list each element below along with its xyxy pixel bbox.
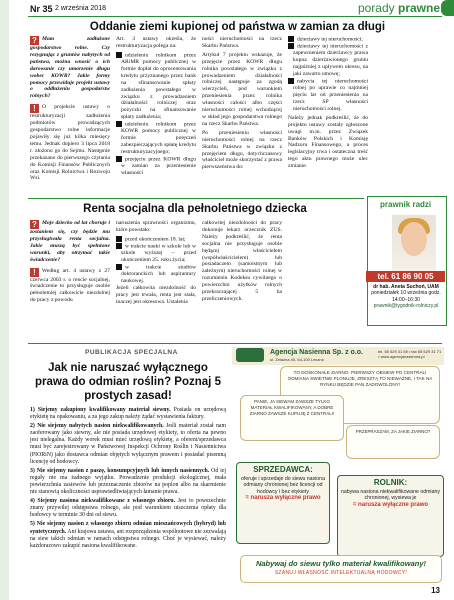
list-item: w trakcie studiów doktoranckich lub aspirantury naukowej. [116,264,196,285]
lawyer-box-title: prawnik radzi [380,200,432,209]
question-icon: ? [30,220,39,229]
rule-item: 1) Siejemy zakupiony kwalifikowany materiał siewny. Posiada on urzędową etykietę na opakowaniu, a za jego zakup należy żądać wystawienia faktury. [30,407,226,421]
brand-light: porady [357,1,395,15]
sponsored-title: Jak nie naruszać wyłącznego prawa do odmian roślin? Poznaj 5 prostych zasad! [35,362,221,402]
paragraph: naruszenia sprawności organizmu, które powstało: [116,220,196,233]
ad-banner [240,555,442,583]
article1-col4 [288,36,368,172]
rule-item: 3) Nie siejemy nasion z paszę, konsumpcyjnych lub innych nasiennych. Od tej reguły nie ma żadnego wyjątku. Prowadzenie produkcji ekologicznej, mała powierzchnia zasiewów lub przeznaczenie zbiorów na poplon albo na skarmienie nie stanowią okoliczności usprawiedliwiających łamanie prawa. [30,467,226,496]
ad-address: ul. Żelazna 40, 64-100 Leszno [270,357,324,362]
expert-info [368,284,444,309]
banner-subline: SZANUJ WŁASNOŚĆ INTELEKTUALNĄ HODOWCY! [274,570,408,576]
article1-col2-intro: Art. 3 ustawy określa, że restrukturyzacja polega na: [116,36,196,49]
issue-number: Nr 35 [30,4,53,14]
section-logo-icon [441,0,454,16]
section-divider [28,198,364,199]
article2-col1 [30,220,110,306]
article1-col2 [116,36,196,177]
farmer-role: ROLNIK: [373,478,408,487]
question-icon: ? [30,36,39,45]
list-item: w trakcie nauki w szkole lub w szkole wyższej – przed ukończeniem 25. roku życia; [116,243,196,264]
rule-item: 4) Siejemy nasiona niekwalifikowane z własnego zbioru. Jest to powszechnie znany przywilej odstępstwa rolnego, ale pod warunkiem uiszczenia opłaty dla hodowcy w terminie 30 dni od siewu. [30,498,227,519]
speech-bubble-farmer: PANIE, JA SIEWAM ZAWSZE TYLKO MATERIAŁ KWALIFIKOWANY, A DOBRE ZIARNO ZAWSZE KUPUJĘ Z CENTRALI! [240,395,344,441]
agency-logo-icon [236,348,264,362]
consultation-hours: poniedziałek 10 września godz. 14:00–16:30 [371,290,441,303]
speech-bubble-seller: TO DOŚKONAŁE ZIARNO. PIERWSZY OBSIEW PO CENTRALI ODMIANA SWIETNIE PLONUJE, ZRESZTĄ TO NIEWAŻNE, I TAK NA RYNKU BĘDZIE PAN ZADOWOLONY! [280,366,440,424]
article1-col3 [202,36,282,173]
ad-contact: tel. 65 529 31 69 • fax 65 529 31 71 • www.agencjanasienna.pl [378,349,442,359]
list-item: dzierżawy tej nieruchomości; [288,36,368,43]
email-link[interactable]: prawnik@tygodnik-rolniczy.pl [373,302,439,309]
phone-number[interactable]: tel. 61 86 90 05 [366,271,445,282]
page-number: 13 [431,586,440,595]
farmer-text: nabywa nasiona niekwalifikowane odmiany chronionej, wysiewa je = narusza wyłączne prawo [341,489,440,508]
sponsored-rules [30,407,226,552]
article1-title: Oddanie ziemi kupionej od państwa w zamian za długi [89,21,386,33]
section-brand [358,1,440,15]
issue-date: 2 września 2018 [55,5,106,12]
article2-col3 [202,220,282,305]
answer-icon: ! [30,268,39,277]
paragraph: Jeżeli całkowita niezdolność do pracy jest trwała, renta jest stała, inaczej jest okresowa. Ustalenia [116,285,196,305]
list-item: przed ukończeniem 18. lat; [116,236,196,243]
list-item: udzieleniu rolnikom przez KOWR pomocy publicznej w formie poręczeń zabezpieczających spłatę kredytu restrukturyzacyjnego; [116,121,196,156]
article1-question: Mam zadłużone gospodarstwo rolne. Czy rezygnując z gruntów nabytych od państwa, można wnosić o ich darowanie czy umorzenie długu wobec KOWR? Jakie formy pomocy przewiduje projekt ustawy o oddłużeniu gospodarstw rolnych? [30,36,110,100]
rule-item: 5) Nie siejemy nasion z własnego zbioru odmian mieszańcowych (hybryd) lub syntetycznych. Ani krajowa ustawa, ani rozporządzenia wspólnotowe nie zezwalają na siew takich odmian w ramach odstępstwa rolnego. Choć je wysiewać, należy każdorazowo zakupić nasiona kwalifikowane. [30,521,226,549]
article2-title: Renta socjalna dla pełnoletniego dziecka [83,203,307,215]
brand-bold: prawne [397,1,440,15]
article2-question: Moje dziecko od lat choruje i zostaniem się, czy będzie mu przysługiwała renta socjalna. Jakie muszą być spełnione warunki, aby otrzymać takie świadczenie? [30,220,110,263]
rule-item: 2) Nie siejemy nabytych nasion niekwalifikowanych. Jeśli materiał został nam zaoferowany jako siewny, ale nie posiada urzędowej etykiety, to oferta na pewno jest nielegalna. Każdy worek musi mieć urzędową etykietę, a oferent/sprzedawca musi być zarejestrowany w Państwowej Inspekcji Ochrony Roślin i Nasiennictwa (PIORiN) jako dostawca odmian objętych wyłącznym prawem i posiadać pisemną licencję od hodowcy. [30,423,226,465]
banner-headline: Nabywaj do siewu tylko materiał kwalifikowany! [255,559,427,568]
header-rule [28,16,442,17]
section-divider [28,343,442,344]
seller-role: SPRZEDAWCA: [253,465,313,474]
list-item: dzierżawy tej nieruchomości z zapewnieniem dzierżawcy prawa kupna dzierżawionego gruntu najpóźniej z upływem okresu, na jaki zawarto umowę; [288,43,368,78]
paragraph: ności nieruchomości na rzecz Skarbu Państwa. [202,36,282,49]
farmer-card [337,475,444,557]
article2-lead: Według art. 4 ustawy z 27 czerwca 2003 r. o rencie socjalnej, świadczenie to przysługuje osobie pełnoletniej całkowicie niezdolnej do pracy z powodu [30,267,110,304]
paragraph: Po przeniesieniu własności nieruchomości rolnej na rzecz Skarbu Państwa w związku z przejęciem długu, dotychczasowy właściciel może skorzystać z prawa pierwszeństwa do: [202,129,282,171]
paragraph: całkowitej niezdolności do pracy dokonuje lekarz orzecznik ZUS. Należy podkreślić, że renta socjalna nie przysługuje osobie będącej właścicielem (współwłaścicielem) lub posiadaczem (samoistnym lub zależnym) nieruchomości rolnej w rozumieniu Kodeksu cywilnego o powierzchni użytków rolnych przekraczającej 5 ha przeliczeniowych. [202,220,282,302]
sponsored-label: PUBLIKACJA SPECJALNA [85,349,178,356]
paragraph: Artykuł 7 projektu wskazuje, że przejęcie przez KOWR długu rolnika powstałego w związku z prowadzeniem działalności rolniczej następuje za zgodą wierzycieli, pod warunkiem przeniesienia przez rolnika własności całości albo części nieruchomości rolnej wchodzącej w skład jego gospodarstwa rolnego na rzecz Skarbu Państwa. [202,51,282,127]
expert-name: dr hab. Aneta Suchoń, UAM [373,284,439,290]
list-item: udzieleniu rolnikom przez ARiMR pomocy publicznej w formie dopłat do oprocentowania kredytu przyznanego przez bank na sfinansowanie spłaty zadłużenia powstałego w związku z prowadzeniem działalności rolniczej oraz pożyczki na sfinansowanie spłaty zadłużenia; [116,52,196,121]
paragraph: Należy jednak podkreślić, że do projektu ustawy zostały zgłoszone uwagi m.in. przez Związek Banków Polskich i Komisję Nadzoru Finansowego, a proces legislacyjny trwa i ostateczna treść tego aktu prawnego może ulec zmianie. [288,114,368,170]
seller-card [236,462,330,544]
ad-company: Agencja Nasienna Sp. z o.o. [270,349,363,356]
left-margin-strip [0,0,9,600]
answer-icon: ! [30,104,39,113]
list-item: nabycia tej nieruchomości rolnej po uprawie co najmniej pięciu lat od przeniesienia na rzecz SP własności nieruchomości rolnej. [288,78,368,113]
speech-bubble-question: PRZEPRASZAM, ZA JAKIE ZIARNO? [346,425,440,459]
seller-text: oferuje i sprzedaje do siewu nasiona odmiany chronionej bez licencji od hodowcy i bez etykiety = narusza wyłączne prawo [241,476,325,501]
list-item: przejęciu przez KOWR długu w zamian za przeniesienie własności [116,156,196,177]
expert-face [401,222,427,256]
article1-lead: O projekcie ustawy o restrukturyzacji zadłużenia podmiotów prowadzących gospodarstwo rolne informacje pojawiły się już kilka miesięcy temu. Jednak dopiero 3 lipca 2018 r. złożono go do Sejmu. Następnie przekazano do pierwszego czytania do Komisji Finansów Publicznych oraz Komisji Rolnictwa i Rozwoju Wsi. [30,104,110,182]
article1-col1 [30,36,110,184]
article2-col2 [116,220,196,308]
